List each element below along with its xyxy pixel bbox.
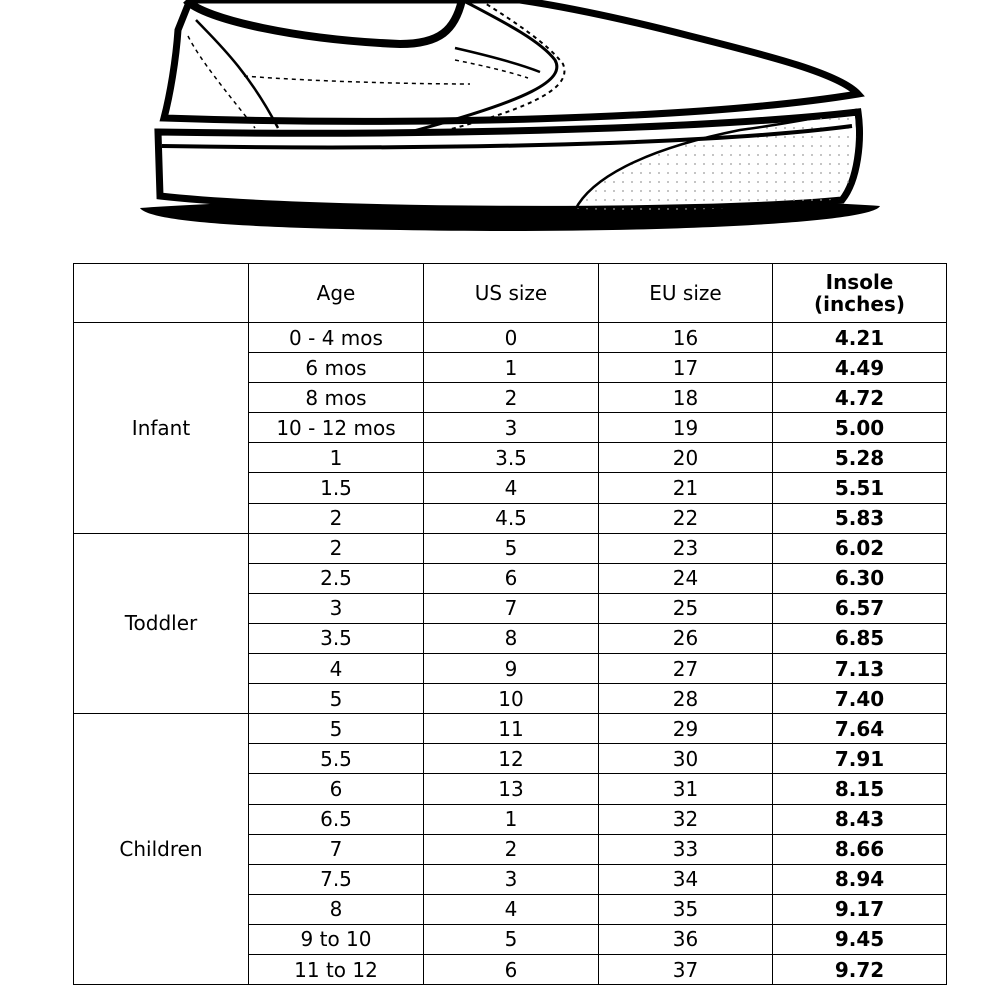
age-cell: 3.5 — [249, 623, 424, 653]
insole-cell: 4.72 — [773, 383, 947, 413]
eu-size-cell: 32 — [599, 804, 773, 834]
insole-cell: 4.49 — [773, 353, 947, 383]
us-size-cell: 11 — [424, 714, 599, 744]
age-cell: 4 — [249, 654, 424, 684]
us-size-cell: 3.5 — [424, 443, 599, 473]
eu-size-cell: 29 — [599, 714, 773, 744]
insole-cell: 5.28 — [773, 443, 947, 473]
eu-size-cell: 19 — [599, 413, 773, 443]
eu-size-cell: 31 — [599, 774, 773, 804]
insole-cell: 8.94 — [773, 864, 947, 894]
eu-size-cell: 16 — [599, 323, 773, 353]
age-cell: 10 - 12 mos — [249, 413, 424, 443]
us-size-cell: 7 — [424, 593, 599, 623]
header-us-size: US size — [424, 264, 599, 323]
us-size-cell: 12 — [424, 744, 599, 774]
age-cell: 9 to 10 — [249, 924, 424, 954]
us-size-cell: 3 — [424, 413, 599, 443]
us-size-cell: 3 — [424, 864, 599, 894]
us-size-cell: 1 — [424, 804, 599, 834]
age-cell: 5 — [249, 684, 424, 714]
us-size-cell: 6 — [424, 563, 599, 593]
insole-cell: 6.57 — [773, 593, 947, 623]
age-cell: 5.5 — [249, 744, 424, 774]
age-cell: 3 — [249, 593, 424, 623]
eu-size-cell: 37 — [599, 954, 773, 984]
eu-size-cell: 18 — [599, 383, 773, 413]
eu-size-cell: 35 — [599, 894, 773, 924]
eu-size-cell: 25 — [599, 593, 773, 623]
insole-cell: 8.15 — [773, 774, 947, 804]
insole-cell: 5.83 — [773, 503, 947, 533]
age-cell: 6 — [249, 774, 424, 804]
insole-cell: 8.43 — [773, 804, 947, 834]
us-size-cell: 8 — [424, 623, 599, 653]
table-row — [74, 714, 947, 744]
insole-cell: 7.64 — [773, 714, 947, 744]
insole-cell: 6.02 — [773, 533, 947, 563]
insole-cell: 7.91 — [773, 744, 947, 774]
header-insole-line1: Insole — [825, 270, 894, 294]
insole-cell: 7.13 — [773, 654, 947, 684]
insole-cell: 5.51 — [773, 473, 947, 503]
us-size-cell: 6 — [424, 954, 599, 984]
eu-size-cell: 28 — [599, 684, 773, 714]
insole-cell: 8.66 — [773, 834, 947, 864]
us-size-cell: 4.5 — [424, 503, 599, 533]
group-label-toddler: Toddler — [74, 533, 249, 714]
age-cell: 11 to 12 — [249, 954, 424, 984]
age-cell: 6.5 — [249, 804, 424, 834]
eu-size-cell: 36 — [599, 924, 773, 954]
us-size-cell: 10 — [424, 684, 599, 714]
header-insole — [773, 264, 947, 323]
us-size-cell: 5 — [424, 533, 599, 563]
eu-size-cell: 24 — [599, 563, 773, 593]
age-cell: 2.5 — [249, 563, 424, 593]
header-group — [74, 264, 249, 323]
insole-cell: 4.21 — [773, 323, 947, 353]
age-cell: 1 — [249, 443, 424, 473]
us-size-cell: 4 — [424, 894, 599, 924]
eu-size-cell: 17 — [599, 353, 773, 383]
slip-on-shoe-icon — [0, 0, 1000, 240]
us-size-cell: 4 — [424, 473, 599, 503]
age-cell: 0 - 4 mos — [249, 323, 424, 353]
eu-size-cell: 26 — [599, 623, 773, 653]
age-cell: 8 mos — [249, 383, 424, 413]
table-row — [74, 323, 947, 353]
eu-size-cell: 30 — [599, 744, 773, 774]
age-cell: 7 — [249, 834, 424, 864]
insole-cell: 9.72 — [773, 954, 947, 984]
header-eu-size: EU size — [599, 264, 773, 323]
us-size-cell: 2 — [424, 383, 599, 413]
age-cell: 1.5 — [249, 473, 424, 503]
insole-cell: 6.30 — [773, 563, 947, 593]
us-size-cell: 13 — [424, 774, 599, 804]
header-age: Age — [249, 264, 424, 323]
insole-cell: 9.17 — [773, 894, 947, 924]
header-row — [74, 264, 947, 323]
table-row — [74, 533, 947, 563]
age-cell: 6 mos — [249, 353, 424, 383]
insole-cell: 7.40 — [773, 684, 947, 714]
eu-size-cell: 27 — [599, 654, 773, 684]
size-chart-table — [73, 263, 947, 985]
eu-size-cell: 33 — [599, 834, 773, 864]
age-cell: 7.5 — [249, 864, 424, 894]
eu-size-cell: 34 — [599, 864, 773, 894]
insole-cell: 9.45 — [773, 924, 947, 954]
header-insole-line2: (inches) — [814, 292, 905, 316]
age-cell: 5 — [249, 714, 424, 744]
group-label-infant: Infant — [74, 323, 249, 534]
eu-size-cell: 23 — [599, 533, 773, 563]
eu-size-cell: 20 — [599, 443, 773, 473]
insole-cell: 5.00 — [773, 413, 947, 443]
eu-size-cell: 22 — [599, 503, 773, 533]
group-label-children: Children — [74, 714, 249, 985]
us-size-cell: 9 — [424, 654, 599, 684]
insole-cell: 6.85 — [773, 623, 947, 653]
age-cell: 2 — [249, 503, 424, 533]
us-size-cell: 0 — [424, 323, 599, 353]
us-size-cell: 5 — [424, 924, 599, 954]
us-size-cell: 2 — [424, 834, 599, 864]
age-cell: 2 — [249, 533, 424, 563]
us-size-cell: 1 — [424, 353, 599, 383]
age-cell: 8 — [249, 894, 424, 924]
eu-size-cell: 21 — [599, 473, 773, 503]
